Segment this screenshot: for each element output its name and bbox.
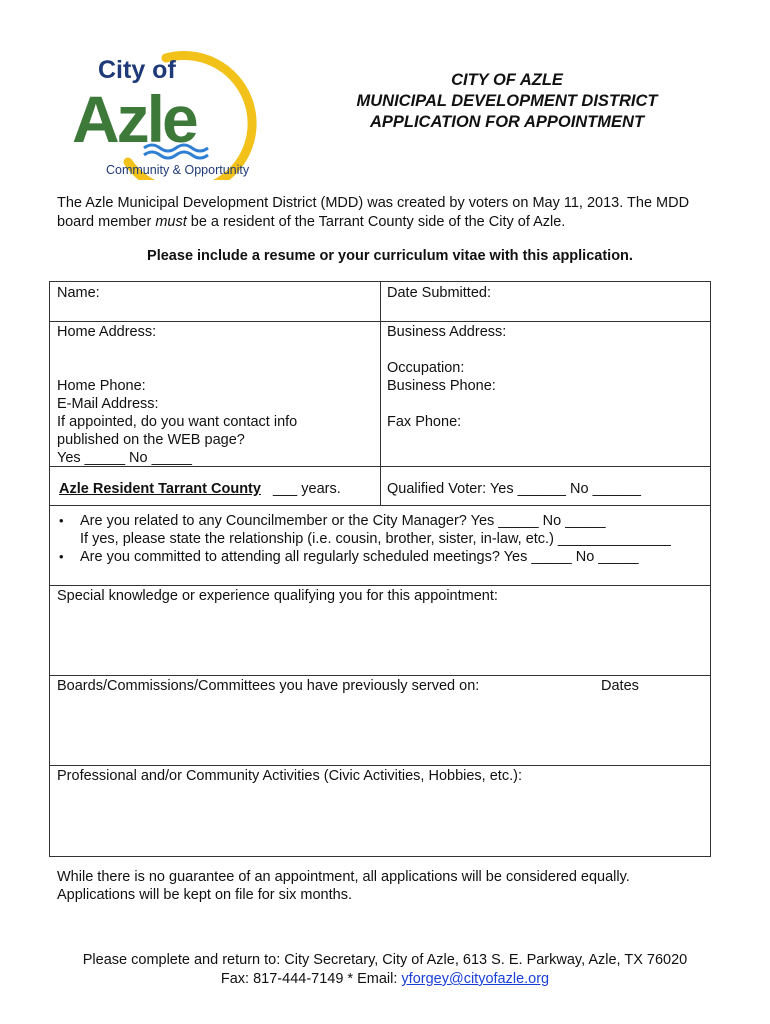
row-divider bbox=[50, 675, 710, 676]
city-logo-graphic bbox=[70, 44, 270, 180]
row-divider bbox=[50, 585, 710, 586]
title-line-1: CITY OF AZLE bbox=[451, 71, 563, 89]
row-divider bbox=[50, 765, 710, 766]
document-title bbox=[330, 70, 684, 133]
fax-phone-field[interactable]: Fax Phone: bbox=[387, 414, 462, 430]
intro-line-2-pre: board member bbox=[57, 214, 156, 230]
home-address-field[interactable]: Home Address: bbox=[57, 324, 157, 340]
date-submitted-field[interactable]: Date Submitted: bbox=[387, 285, 491, 301]
bullet-icon: • bbox=[59, 513, 64, 528]
resident-label: Azle Resident Tarrant County bbox=[59, 481, 261, 497]
resident-row bbox=[59, 480, 341, 498]
bullet-icon: • bbox=[59, 549, 64, 564]
guarantee-line-1: While there is no guarantee of an appointment, all applications will be considered equally. bbox=[57, 869, 630, 885]
contact-block bbox=[40, 951, 730, 989]
return-address: Please complete and return to: City Secretary, City of Azle, 613 S. E. Parkway, Azle, TX 76020 bbox=[82, 952, 688, 968]
dates-label: Dates bbox=[601, 678, 639, 694]
logo-tagline: Community & Opportunity bbox=[106, 163, 250, 177]
intro-line-1: The Azle Municipal Development District (MDD) was created by voters on May 11, 2013. The MDD bbox=[57, 195, 690, 211]
intro-line-2 bbox=[57, 213, 737, 232]
intro-paragraph bbox=[57, 194, 737, 232]
business-phone-field[interactable]: Business Phone: bbox=[387, 378, 496, 394]
resume-note: Please include a resume or your curriculum vitae with this application. bbox=[147, 248, 633, 264]
relationship-question[interactable]: If yes, please state the relationship (i.e. cousin, brother, sister, in-law, etc.) ______________ bbox=[80, 531, 671, 547]
column-divider bbox=[380, 282, 381, 505]
home-phone-field[interactable]: Home Phone: bbox=[57, 378, 146, 394]
occupation-field[interactable]: Occupation: bbox=[387, 360, 465, 376]
guarantee-line-2: Applications will be kept on file for six months. bbox=[57, 887, 352, 903]
boards-field[interactable]: Boards/Commissions/Committees you have previously served on: bbox=[57, 678, 480, 694]
special-knowledge-field[interactable]: Special knowledge or experience qualifying you for this appointment: bbox=[57, 588, 498, 604]
row-divider bbox=[50, 505, 710, 506]
contact-info-question: If appointed, do you want contact info bbox=[57, 414, 298, 430]
fax-number: Fax: 817-444-7149 * Email: bbox=[220, 971, 402, 987]
fax-email-line bbox=[40, 970, 730, 989]
email-address-field[interactable]: E-Mail Address: bbox=[57, 396, 159, 412]
intro-emphasis: must bbox=[155, 214, 187, 230]
years-field[interactable]: ___ years. bbox=[273, 481, 341, 497]
logo-azle: Azle bbox=[72, 82, 196, 156]
publish-yes-no[interactable]: Yes _____ No _____ bbox=[57, 450, 192, 466]
intro-line-2-post: be a resident of the Tarrant County side of the City of Azle. bbox=[186, 214, 566, 230]
title-line-3: APPLICATION FOR APPOINTMENT bbox=[369, 113, 645, 131]
application-form bbox=[49, 281, 711, 857]
related-question[interactable]: Are you related to any Councilmember or the City Manager? Yes _____ No _____ bbox=[80, 513, 606, 529]
email-link[interactable]: yforgey@cityofazle.org bbox=[401, 971, 550, 987]
name-field[interactable]: Name: bbox=[57, 285, 100, 301]
activities-field[interactable]: Professional and/or Community Activities (Civic Activities, Hobbies, etc.): bbox=[57, 768, 522, 784]
business-address-field[interactable]: Business Address: bbox=[387, 324, 507, 340]
contact-info-question-cont: published on the WEB page? bbox=[57, 432, 245, 448]
qualified-voter-field[interactable]: Qualified Voter: Yes ______ No ______ bbox=[387, 481, 641, 497]
title-line-2: MUNICIPAL DEVELOPMENT DISTRICT bbox=[356, 92, 658, 110]
committed-question[interactable]: Are you committed to attending all regularly scheduled meetings? Yes _____ No _____ bbox=[80, 549, 639, 565]
logo-city-of: City of bbox=[98, 56, 176, 84]
city-logo bbox=[70, 44, 270, 180]
